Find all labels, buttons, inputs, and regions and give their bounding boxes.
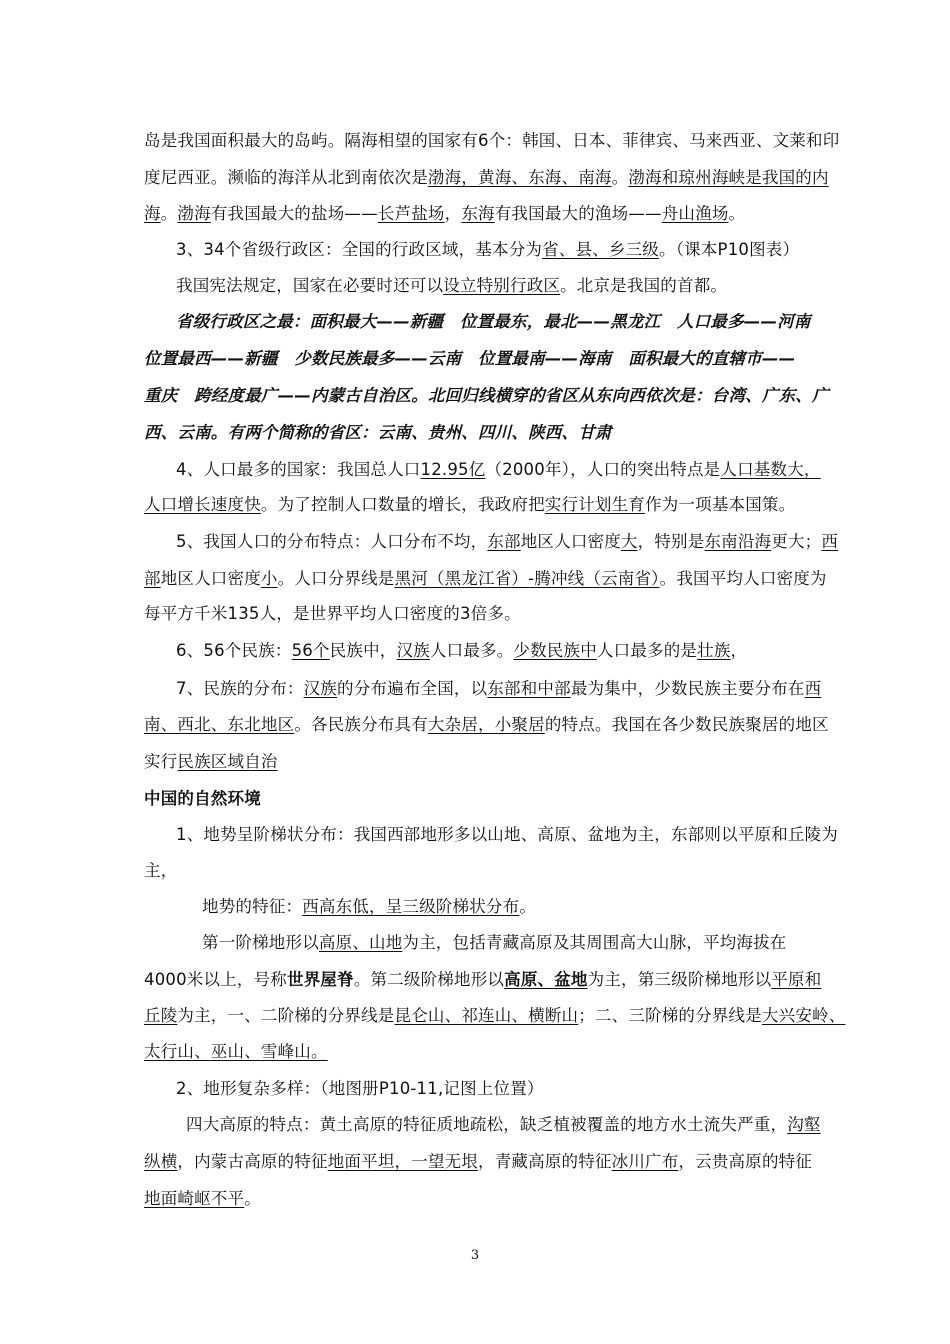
text-run: 长芦盐场 (377, 204, 445, 223)
text-line (176, 825, 846, 845)
text-run: （2000年），人口的突出特点是 (485, 460, 721, 479)
text-run: 地区人口密度 (160, 569, 261, 588)
text-run: 度尼西亚。濒临的海洋从北到南依次是 (144, 168, 428, 187)
text-run: ；二、三阶梯的分界线是 (578, 1006, 762, 1025)
text-run: 56个 (291, 641, 330, 660)
text-line (144, 1189, 814, 1209)
text-line (144, 204, 814, 224)
text-run: 重庆 跨经度最广——内蒙古自治区。北回归线横穿的省区从东向西依次是：台湾、广东、广 (144, 386, 829, 405)
page-number: 3 (470, 1248, 480, 1263)
text-run: ，云贵高原的特征 (678, 1152, 813, 1171)
text-run: 西 (821, 532, 839, 551)
text-line (144, 423, 814, 443)
text-run: 第一阶梯地形以 (202, 933, 319, 952)
text-run: 更大； (771, 532, 822, 551)
text-run: ， (730, 641, 748, 660)
text-run: 。各民族分布具有 (294, 715, 428, 734)
text-run: 西 (804, 679, 822, 698)
text-line (176, 679, 846, 699)
text-run: 。为了控制人口数量的增长，我政府把 (260, 495, 545, 514)
text-run: 。第二级阶梯地形以 (353, 970, 505, 989)
text-line (176, 240, 846, 260)
text-run: 少数民族中 (513, 641, 597, 660)
text-run: 东南沿海 (704, 532, 772, 551)
text-run: 民族中， (329, 641, 397, 660)
text-run: 渤海，黄海、东海、南海 (427, 168, 612, 187)
text-run: 地面崎岖不平 (144, 1189, 245, 1208)
text-run: 2、地形复杂多样：（地图册P10-11,记图上位置） (176, 1079, 544, 1098)
text-run: 冰川广布 (611, 1152, 679, 1171)
text-line (144, 970, 822, 990)
text-run: 东海 (461, 204, 495, 223)
text-run: 。 (519, 897, 537, 916)
text-run: 主， (144, 861, 178, 880)
text-run: 的分布遍布全国，以 (337, 679, 488, 698)
text-run: 丘陵 (144, 1006, 178, 1025)
text-run: 民族区域自治 (177, 752, 278, 771)
text-run: 为主，一、二阶梯的分界线是 (177, 1006, 395, 1025)
text-line (186, 1115, 856, 1135)
text-run: 东部和中部 (487, 679, 571, 698)
text-line (144, 1152, 814, 1172)
text-run: 3、34个省级行政区：全国的行政区域，基本分为 (176, 240, 543, 259)
text-run: 南、西北、东北地区 (144, 715, 295, 734)
text-run: 太行山、巫山、雪峰山。 (144, 1042, 328, 1061)
text-run: 为主，第三级阶梯地形以 (587, 970, 772, 989)
text-run: 沟壑 (787, 1115, 821, 1134)
text-run: 。 (611, 168, 629, 187)
text-run: 昆仑山、祁连山、横断山 (394, 1006, 579, 1025)
text-run: 渤海 (177, 204, 211, 223)
text-run: 大 (620, 532, 638, 551)
text-run: 汉族 (303, 679, 338, 698)
text-run: 6、56个民族： (176, 641, 292, 660)
text-run: 实行 (144, 752, 178, 771)
text-line (144, 386, 829, 406)
text-run: 平原和 (771, 970, 822, 989)
text-run: 人口增长速度快 (144, 495, 261, 514)
text-line (144, 1006, 846, 1026)
text-run: 西高东低，呈三级阶梯状分布 (302, 897, 520, 916)
text-run: 人口最多。 (429, 641, 514, 660)
text-run: 。我国平均人口密度为 (659, 569, 827, 588)
text-run: 。人口分界线是 (277, 569, 395, 588)
text-line (176, 312, 846, 332)
text-run: 地区人口密度 (520, 532, 621, 551)
text-run: 有我国最大的渔场—— (494, 204, 662, 223)
text-run: 人口最多的是 (596, 641, 698, 660)
text-run: 纵横 (144, 1152, 178, 1171)
text-line (144, 1042, 814, 1062)
text-run: 。 (728, 204, 746, 223)
text-run: 大兴安岭、 (761, 1006, 846, 1025)
text-run: 黑河（黑龙江省）-腾冲线（云南省） (394, 569, 660, 588)
text-line (144, 752, 814, 772)
text-run: ，内蒙古高原的特征 (177, 1152, 328, 1171)
text-run: 岛是我国面积最大的岛屿。隔海相望的国家有6个：韩国、日本、菲律宾、马来西亚、文莱和印 (144, 131, 840, 150)
text-run: ，青藏高原的特征 (478, 1152, 612, 1171)
text-run: 西、云南。有两个简称的省区：云南、贵州、四川、陕西、甘肃 (144, 423, 612, 442)
text-run: 地势的特征： (202, 897, 303, 916)
text-run: 高原、山地 (318, 933, 403, 952)
text-run: 壮族 (697, 641, 731, 660)
text-run: 汉族 (396, 641, 430, 660)
text-line (144, 861, 814, 881)
text-run: 省级行政区之最：面积最大——新疆 位置最东，最北——黑龙江 人口最多——河南 (176, 312, 811, 331)
text-run: 东部 (487, 532, 521, 551)
text-run: 世界屋脊 (287, 970, 354, 989)
text-line (144, 495, 814, 515)
text-run: ， (444, 204, 462, 223)
text-run: 4、人口最多的国家：我国总人口 (176, 460, 421, 479)
text-run: 。（课本P10图表） (659, 240, 800, 259)
text-run: ，特别是 (637, 532, 705, 551)
text-run: 1、地势呈阶梯状分布：我国西部地形多以山地、高原、盆地为主，东部则以平原和丘陵为 (176, 825, 838, 844)
text-run: 海 (144, 204, 161, 223)
text-line (176, 641, 846, 661)
text-run: 5、我国人口的分布特点：人口分布不均， (176, 532, 488, 551)
text-line (144, 715, 829, 735)
text-line (202, 933, 872, 953)
text-run: 7、民族的分布： (176, 679, 304, 698)
text-run: 有我国最大的盐场—— (210, 204, 378, 223)
text-line (144, 131, 840, 151)
text-line (144, 604, 814, 624)
text-run: 。 (160, 204, 178, 223)
text-line (144, 349, 814, 369)
text-run: 大杂居，小聚居 (427, 715, 545, 734)
text-run: 渤海和琼州海峡是我国的内 (628, 168, 829, 187)
text-run: 四大高原的特点：黄土高原的特征质地疏松，缺乏植被覆盖的地方水土流失严重， (186, 1115, 788, 1134)
text-run: 每平方千米135人，是世界平均人口密度的3倍多。 (144, 604, 521, 623)
text-run: 省、县、乡三级 (542, 240, 659, 259)
text-run: 高原、盆地 (504, 970, 588, 989)
text-run: 12.95亿 (420, 460, 486, 479)
section-heading (144, 789, 814, 809)
text-run: 我国宪法规定，国家在必要时还可以 (176, 276, 444, 295)
text-run: 作为一项基本国策。 (645, 495, 796, 514)
text-line (176, 532, 846, 552)
text-run: 实行计划生育 (544, 495, 646, 514)
text-line (176, 276, 846, 296)
text-line (202, 897, 872, 917)
text-run: 的特点。我国在各少数民族聚居的地区 (544, 715, 829, 734)
text-line (144, 569, 827, 589)
text-run: 舟山渔场 (661, 204, 729, 223)
text-run: 位置最西——新疆 少数民族最多——云南 位置最南——海南 面积最大的直辖市—— (144, 349, 796, 368)
text-line (176, 1079, 846, 1099)
text-run: 为主，包括青藏高原及其周围高大山脉，平均海拔在 (402, 933, 787, 952)
text-run: 人口基数大， (720, 460, 821, 479)
text-run: 中国的自然环境 (144, 789, 261, 808)
text-run: 部 (144, 569, 161, 588)
text-run: 地面平坦，一望无垠 (327, 1152, 479, 1171)
text-run: 小 (260, 569, 278, 588)
text-run: 。 (244, 1189, 261, 1208)
text-run: 4000米以上，号称 (144, 970, 287, 989)
text-line (176, 460, 846, 480)
text-run: 最为集中，少数民族主要分布在 (570, 679, 805, 698)
text-run: 设立特别行政区 (443, 276, 561, 295)
text-run: 。北京是我国的首都。 (560, 276, 728, 295)
text-line (144, 168, 829, 188)
